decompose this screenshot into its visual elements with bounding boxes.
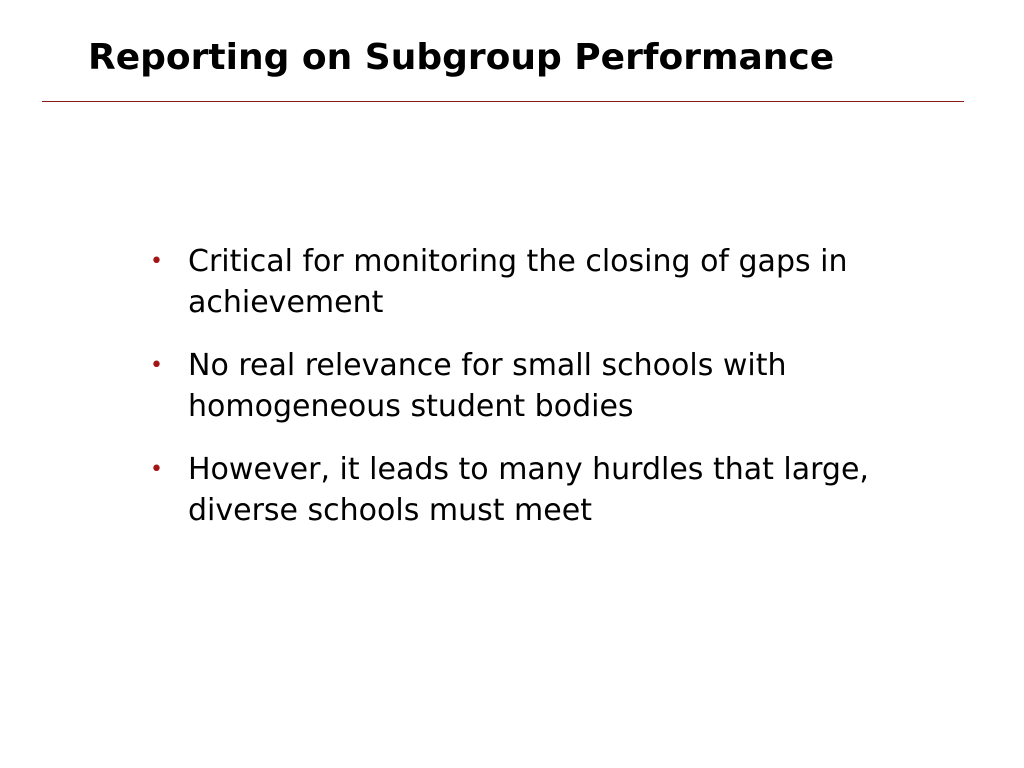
bullet-text: No real relevance for small schools with homogeneous student bodies bbox=[188, 348, 787, 424]
bullet-item bbox=[148, 449, 928, 531]
bullet-text: Critical for monitoring the closing of gaps in achievement bbox=[188, 244, 848, 320]
bullet-item bbox=[148, 345, 928, 427]
bullet-list bbox=[148, 241, 928, 553]
bullet-icon: • bbox=[150, 353, 163, 378]
title-divider bbox=[42, 101, 964, 102]
bullet-text: However, it leads to many hurdles that large, diverse schools must meet bbox=[188, 452, 869, 528]
bullet-icon: • bbox=[150, 249, 163, 274]
bullet-item bbox=[148, 241, 928, 323]
bullet-icon: • bbox=[150, 457, 163, 482]
slide-title: Reporting on Subgroup Performance bbox=[88, 37, 835, 78]
